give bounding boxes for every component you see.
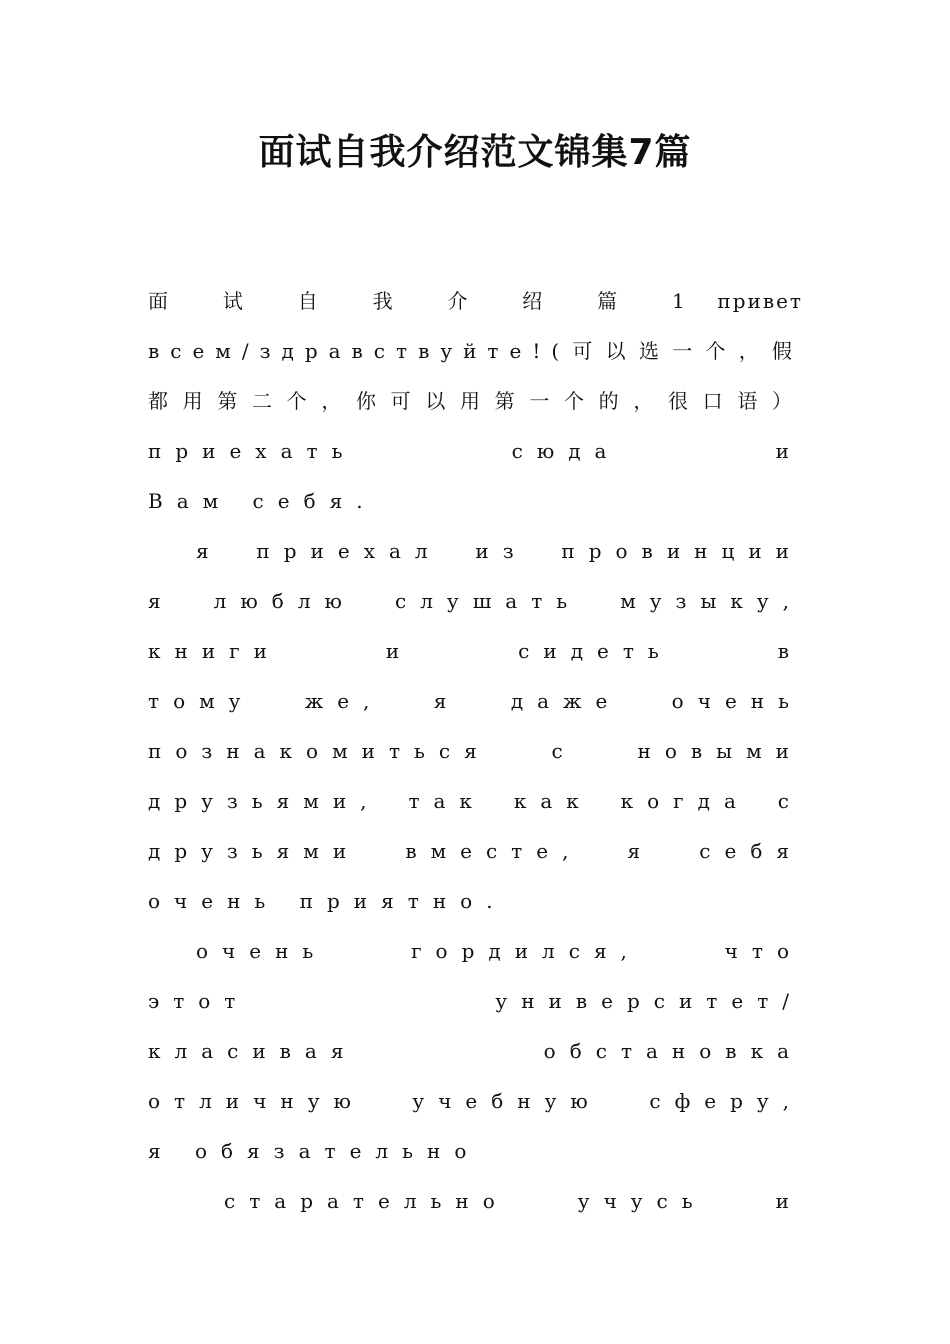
document-title: 面试自我介绍范文锦集7篇 — [258, 132, 692, 173]
text-line: Вам себя. — [148, 489, 377, 513]
text-line: этот университет/ — [148, 989, 803, 1013]
text-line: очень приятно. — [148, 889, 507, 913]
text-line: книги и сидеть в — [148, 639, 803, 663]
text-line: старательно учусь и — [224, 1189, 803, 1213]
text-line: 面 试 自 我 介 绍 篇 1 привет — [148, 289, 803, 313]
text-line: отличную учебную сферу, — [148, 1089, 803, 1113]
text-line: приехать сюда и — [148, 439, 803, 463]
text-line: я приехал из провинции — [196, 539, 803, 563]
text-line: я обязательно — [148, 1139, 481, 1163]
text-line: я люблю слушать музыку, — [148, 589, 803, 613]
text-line: тому же, я даже очень — [148, 689, 803, 713]
text-line: друзьями вместе, я себя — [148, 839, 803, 863]
document-body — [148, 276, 803, 1226]
text-line: познакомиться с новыми — [148, 739, 803, 763]
text-line: 都用第二个，你可以用第一个的，很口语） — [148, 389, 803, 413]
text-line: всем/здравствуйте!(可以选一个，假 — [148, 339, 803, 363]
text-line: друзьями, так как когда с — [148, 789, 803, 813]
text-line: очень гордился, что — [196, 939, 803, 963]
text-line: класивая обстановка — [148, 1039, 803, 1063]
